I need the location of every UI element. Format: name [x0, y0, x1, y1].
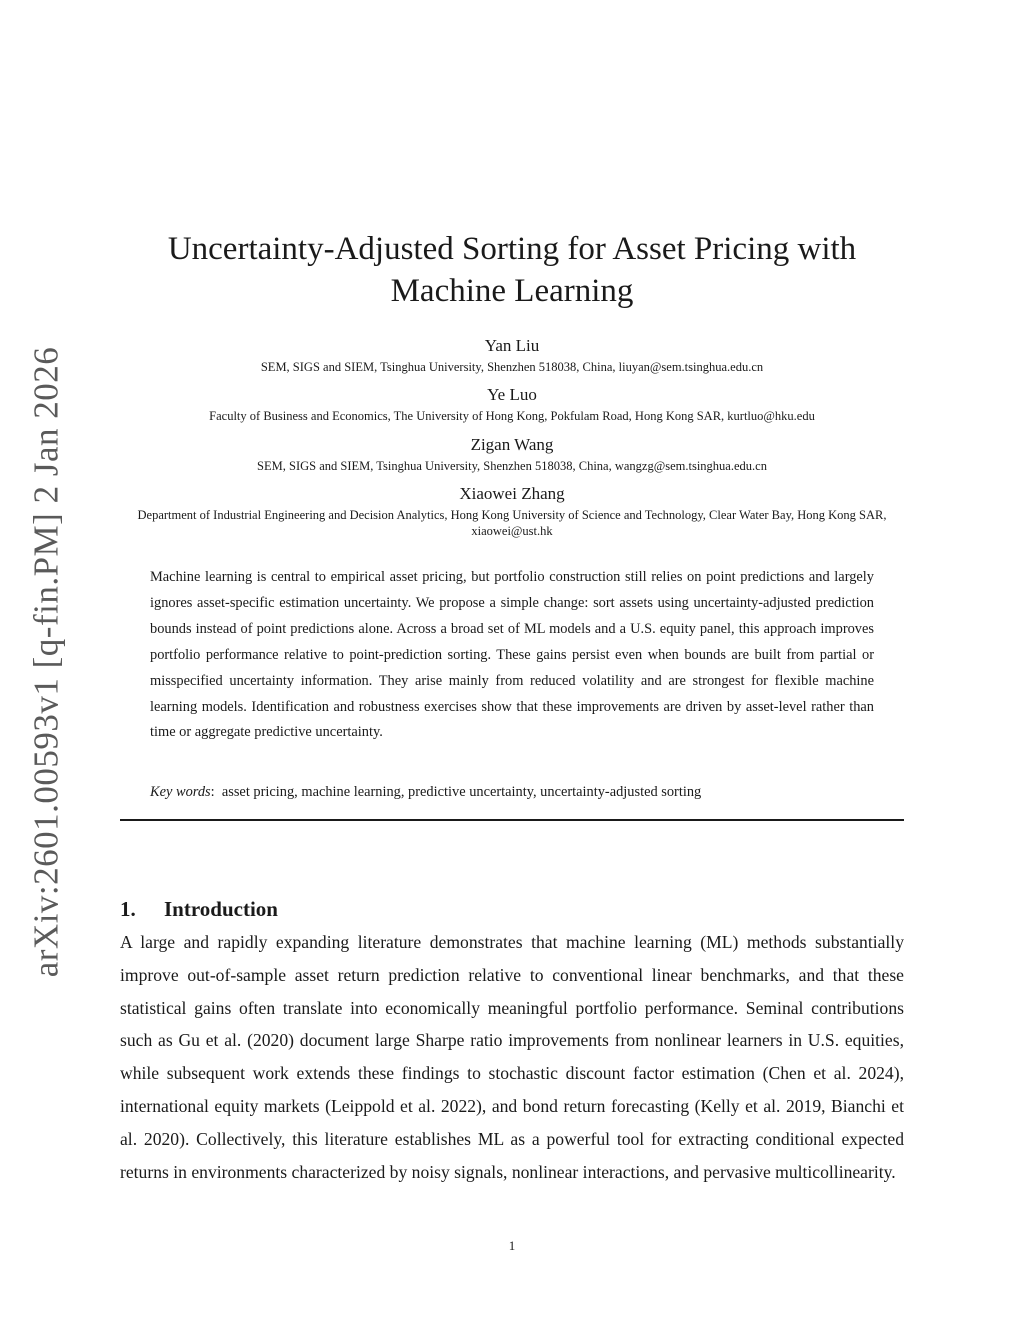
keywords-label: Key words — [150, 784, 211, 800]
section-divider — [120, 819, 904, 821]
keywords-text: asset pricing, machine learning, predictive uncertainty, uncertainty-adjusted sorting — [221, 784, 702, 800]
author-block — [120, 484, 904, 539]
arxiv-identifier-text: arXiv:2601.00593v1 [q-fin.PM] 2 Jan 2026 — [26, 346, 66, 978]
author-block — [120, 385, 904, 424]
introduction-paragraph: A large and rapidly expanding literature demonstrates that machine learning (ML) methods substantially improve out-of-sample asset return prediction relative to conventional linear benchmarks, and that these statistical gains often translate into economically meaningful portfolio performance. Seminal contributions such as Gu et al. (2020) document large Sharpe ratio improvements from nonlinear learners in U.S. equities, while subsequent work extends these findings to stochastic discount factor estimation (Chen et al. 2024), international equity markets (Leippold et al. 2022), and bond return forecasting (Kelly et al. 2019, Bianchi et al. 2020). Collectively, this literature establishes ML as a powerful tool for extracting conditional expected returns in environments characterized by noisy signals, nonlinear interactions, and pervasive multicollinearity. — [120, 932, 904, 1182]
author-block — [120, 336, 904, 375]
section-title: Introduction — [164, 897, 278, 921]
abstract: Machine learning is central to empirical asset pricing, but portfolio construction still relies on point predictions and largely ignores asset-specific estimation uncertainty. We propose a simple change: sort assets using uncertainty-adjusted prediction bounds instead of point predictions alone. Across a broad set of ML models and a U.S. equity panel, this approach improves portfolio performance relative to point-prediction sorting. These gains persist even when bounds are built from partial or misspecified uncertainty information. They arise mainly from reduced volatility and are strongest for flexible machine learning models. Identification and robustness exercises show that these improvements are driven by asset-level rather than time or aggregate predictive uncertainty. — [150, 569, 874, 741]
author-affiliation: Faculty of Business and Economics, The University of Hong Kong, Pokfulam Road, Hong Kong SAR, kurtluo@hku.edu — [209, 409, 815, 423]
author-name: Xiaowei Zhang — [459, 484, 565, 503]
author-affiliation: Department of Industrial Engineering and Decision Analytics, Hong Kong University of Science and Technology, Clear Water Bay, Hong Kong SAR, xiaowei@ust.hk — [137, 508, 887, 538]
page-number: 1 — [508, 1238, 516, 1253]
author-name: Zigan Wang — [470, 435, 554, 454]
author-affiliation: SEM, SIGS and SIEM, Tsinghua University, Shenzhen 518038, China, liuyan@sem.tsinghua.edu.cn — [260, 360, 764, 374]
author-block — [120, 435, 904, 474]
author-name: Yan Liu — [484, 336, 540, 355]
section-heading — [120, 896, 278, 922]
keywords: Key words: asset pricing, machine learning, predictive uncertainty, uncertainty-adjusted sorting — [150, 784, 702, 800]
arxiv-identifier-stamp — [8, 346, 84, 978]
author-name: Ye Luo — [487, 385, 537, 404]
author-affiliation: SEM, SIGS and SIEM, Tsinghua University, Shenzhen 518038, China, wangzg@sem.tsinghua.edu.cn — [257, 459, 767, 473]
paper-title: Uncertainty-Adjusted Sorting for Asset Pricing with Machine Learning — [167, 231, 857, 309]
section-number: 1. — [120, 897, 136, 921]
